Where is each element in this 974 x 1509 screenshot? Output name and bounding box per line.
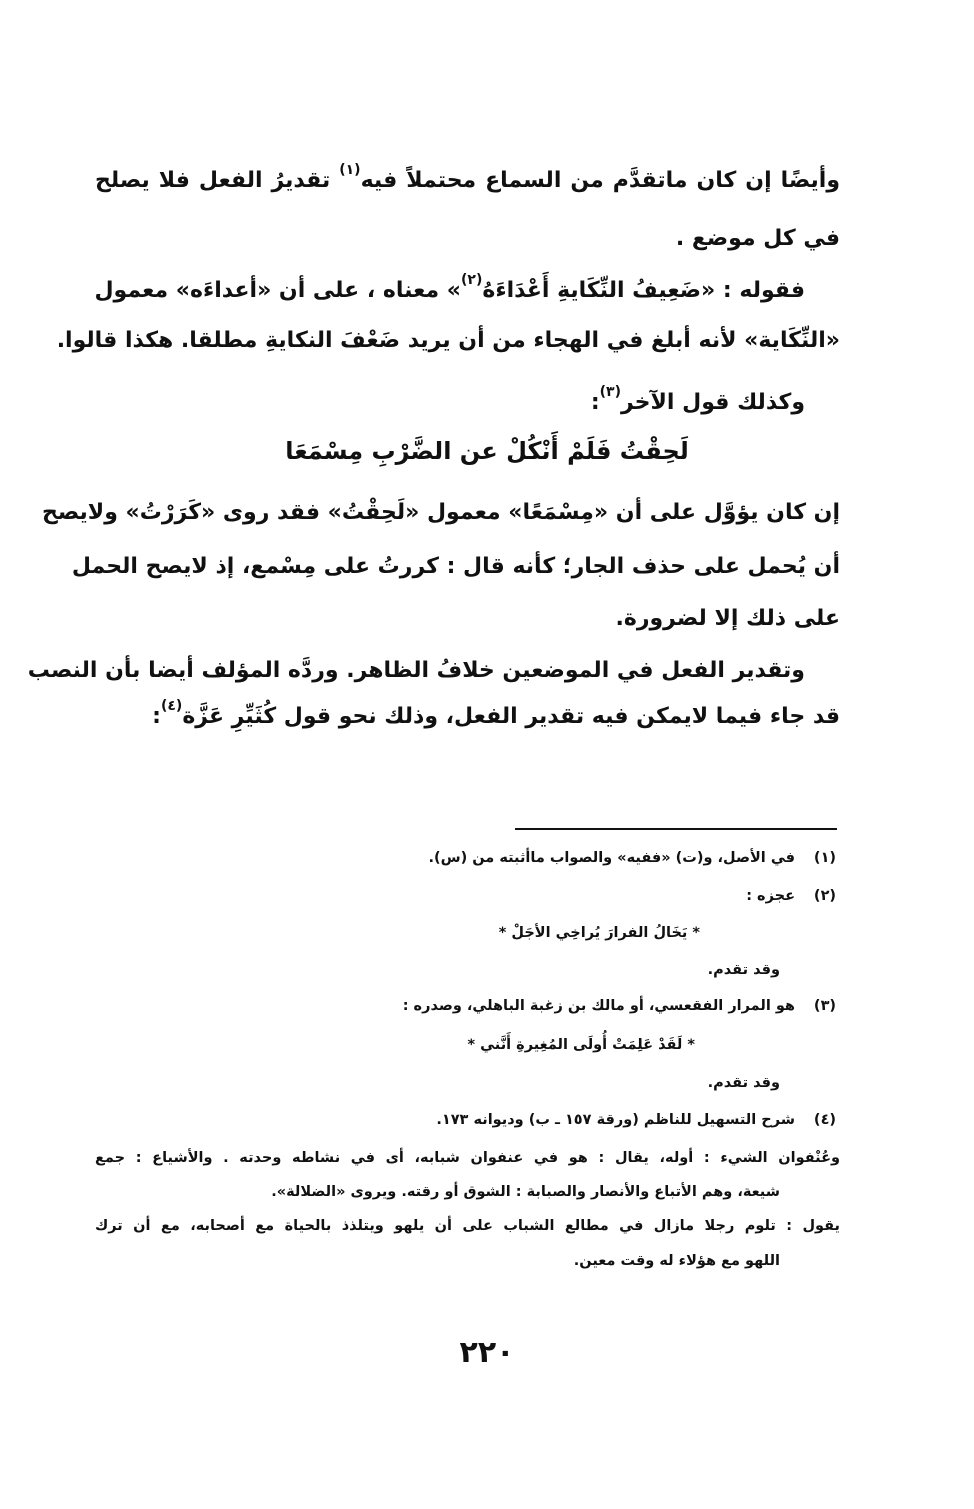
footnote-ref: (٣) (599, 384, 621, 400)
text-line: أن يُحمل على حذف الجار؛ كأنه قال : كررتُ على مِسْمع، إذ لايصح الحمل (71, 554, 840, 579)
text-line: وكذلك قول الآخر$^{(٣)}$: (590, 384, 805, 415)
footnote-number: (٢) (813, 888, 837, 904)
footnote-ref: (٢) (461, 272, 483, 288)
page-number: ٢٢٠ (459, 1335, 515, 1370)
footnote-text: شرح التسهيل للناظم (ورقة ١٥٧ ـ ب) وديوانه ١٧٣. (436, 1112, 795, 1128)
footnote-ref: (٤) (160, 698, 183, 714)
footnote-text: عجزه : (746, 888, 795, 904)
text-line: وتقدير الفعل في الموضعين خلافُ الظاهر. وردَّه المؤلف أيضا بأن النصب (27, 658, 805, 683)
text-line: «النِّكَاية» لأنه أبلغ في الهجاء من أن يريد ضَعْفَ النكايةِ مطلقا. هكذا قالوا. (56, 328, 840, 353)
footnote-number: (٣) (813, 998, 837, 1014)
text-line: على ذلك إلا لضرورة. (615, 606, 840, 631)
text-line: في كل موضع . (675, 226, 840, 251)
text-line: فقوله : «ضَعِيفُ النِّكَايةِ أَعْدَاءَهُ$^{(٢)}$» معناه ، على أن «أعداءَه» معمول (94, 272, 805, 303)
gloss-line: يقول : تلوم رجلا مازال في مطالع الشباب على أن يلهو ويتلذذ بالحياة مع أصحابه، مع أن ترك (95, 1218, 840, 1234)
book-page: وأيضًا إن كان ماتقدَّم من السماع محتملاً فيه$^{(١)}$ تقديرُ الفعل فلا يصلح في كل موضع . فقوله : «ضَعِيفُ النِّكَايةِ أَعْدَاءَهُ$^{(٢)}$» معناه ، على أن «أعداءَه» معمول «النِّكَاية» لأنه أبلغ في الهجاء من أن يريد ضَعْفَ النكايةِ مطلقا. هكذا قالوا. وكذلك قول الآخر$^{(٣)}$: لَحِقْتُ فَلَمْ أَنْكُلْ عن الضَّرْبِ مِسْمَعَا إن كان يؤوَّل على أن «مِسْمَعًا» معمول «لَحِقْتُ» فقد روى «كَرَرْتُ» ولايصح أن يُحمل على حذف الجار؛ كأنه قال : كررتُ على مِسْمع، إذ لايصح الحمل على ذلك إلا لضرورة. وتقدير الفعل في الموضعين خلافُ الظاهر. وردَّه المؤلف أيضا بأن النصب قد جاء فيما لايمكن فيه تقدير الفعل، وذلك نحو قول كُثَيِّرِ عَزَّة$^{(٤)}$: (١) في الأصل، و(ت) «ففيه» والصواب ماأثبته من (س). (٢) عجزه : * يَخَالُ الفرارَ يُراخِي الأجَلْ * وقد تقدم. (٣) هو المرار الفقعسي، أو مالك بن زغبة الباهلي، وصدره : * لَقَدْ عَلِمَتْ أُولَى المُغِيرةِ أَنَّني * وقد تقدم. (٤) شرح التسهيل للناظم (ورقة ١٥٧ ـ ب) وديوانه ١٧٣. وعُنْفوان الشيء : أوله، يقال : هو في عنفوان شبابه، أى في نشاطه وحدته . والأشياع : جمع شيعة، وهم الأتباع والأنصار والصبابة : الشوق أو رقته. ويروى «الضلالة». يقول : تلوم رجلا مازال في مطالع الشباب على أن يلهو ويتلذذ بالحياة مع أصحابه، مع أن ترك اللهو مع هؤلاء له وقت معين. ٢٢٠ (0, 0, 974, 1509)
gloss-line: وعُنْفوان الشيء : أوله، يقال : هو في عنفوان شبابه، أى في نشاطه وحدته . والأشياع : جمع (95, 1150, 840, 1166)
verse-line: لَحِقْتُ فَلَمْ أَنْكُلْ عن الضَّرْبِ مِسْمَعَا (285, 437, 689, 465)
text-line: إن كان يؤوَّل على أن «مِسْمَعًا» معمول «لَحِقْتُ» فقد روى «كَرَرْتُ» ولايصح (42, 500, 840, 525)
footnote-text: في الأصل، و(ت) «ففيه» والصواب ماأثبته من (س). (428, 850, 795, 866)
text-line: قد جاء فيما لايمكن فيه تقدير الفعل، وذلك نحو قول كُثَيِّرِ عَزَّة$^{(٤)}$: (152, 698, 840, 729)
footnote-separator (515, 828, 837, 830)
footnote-text: هو المرار الفقعسي، أو مالك بن زغبة الباهلي، وصدره : (402, 998, 795, 1014)
gloss-line: شيعة، وهم الأتباع والأنصار والصبابة : الشوق أو رقته. ويروى «الضلالة». (271, 1184, 780, 1200)
text-line: وأيضًا إن كان ماتقدَّم من السماع محتملاً فيه$^{(١)}$ تقديرُ الفعل فلا يصلح (95, 162, 840, 193)
gloss-line: اللهو مع هؤلاء له وقت معين. (573, 1253, 780, 1269)
footnote-number: (٤) (813, 1112, 837, 1128)
footnote-ref: (١) (339, 162, 361, 178)
footnote-number: (١) (813, 850, 837, 866)
